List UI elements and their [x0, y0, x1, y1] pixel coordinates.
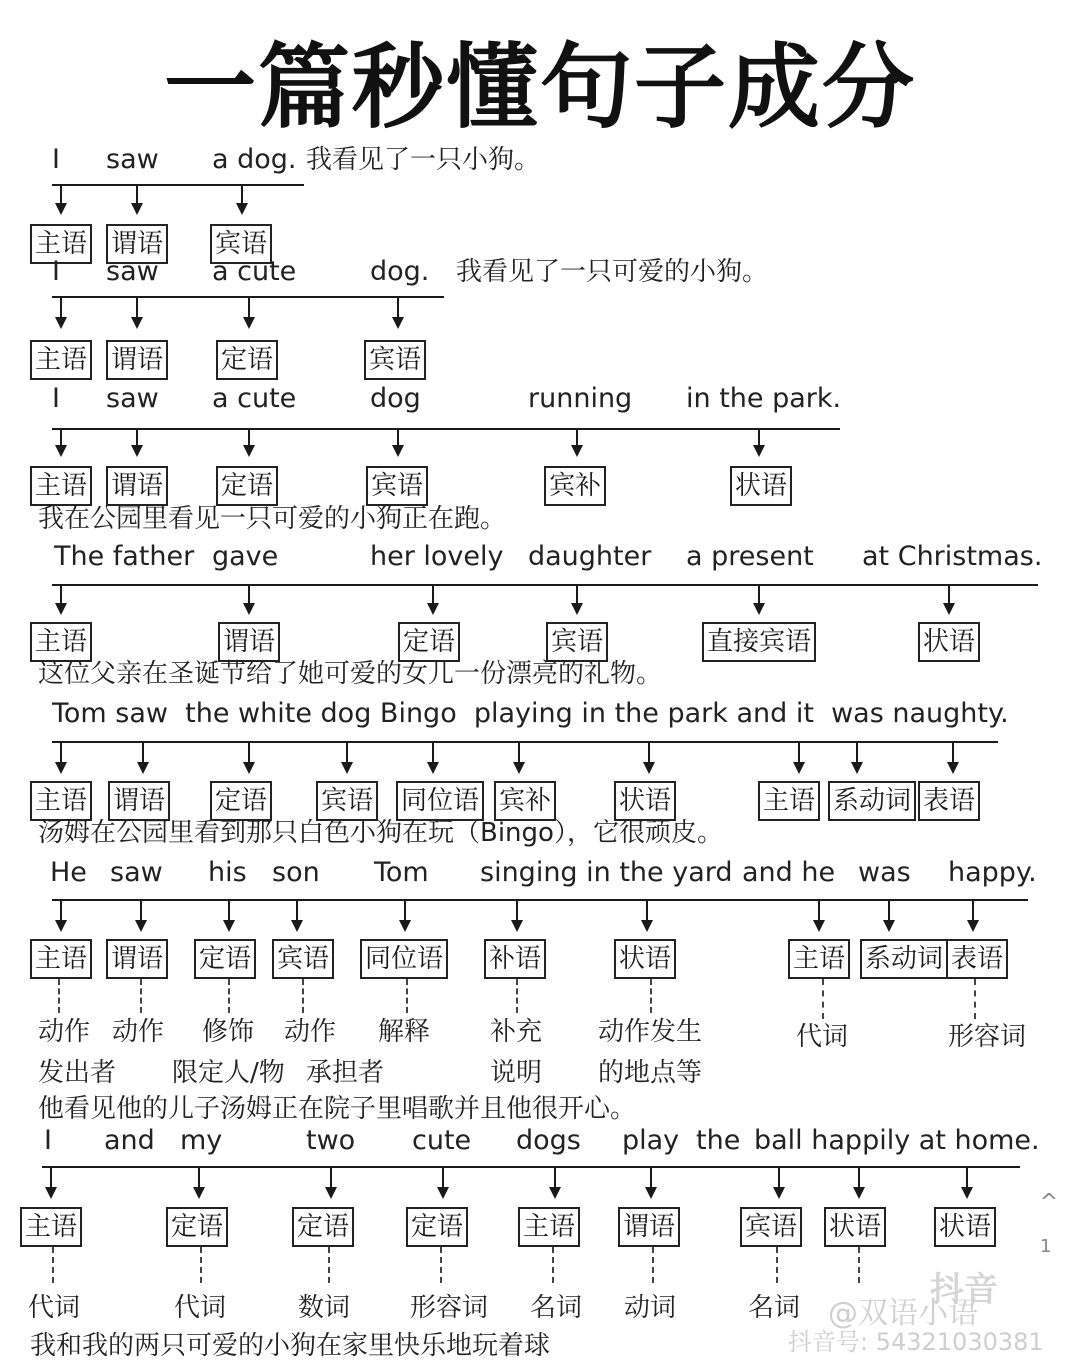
s7-note-3: 数词	[298, 1293, 351, 1323]
watermark-handle: @双语小语	[828, 1296, 978, 1331]
s6-word-son: son	[272, 857, 320, 888]
s7-word-the: the	[696, 1125, 741, 1156]
s7-note-4: 形容词	[410, 1293, 489, 1323]
s7-arrow	[650, 1167, 652, 1197]
s6-tag-linking-verb: 系动词	[860, 939, 948, 979]
s7-arrow	[778, 1167, 780, 1197]
s5-tag-subject: 主语	[30, 781, 92, 821]
s7-tag-adverbial-2: 状语	[934, 1207, 996, 1247]
s6-note-1a: 动作	[38, 1017, 91, 1047]
s5-tag-appositive: 同位语	[396, 781, 484, 821]
s5-tag-predicative: 表语	[918, 781, 980, 821]
s7-arrow	[966, 1167, 968, 1197]
s7-word-cute: cute	[412, 1125, 472, 1156]
s6-word-he: He	[50, 857, 87, 888]
s6-tag-attribute: 定语	[194, 939, 256, 979]
page-indicator: 1	[1040, 1236, 1052, 1257]
s7-note-5: 名词	[530, 1293, 583, 1323]
s4-word-her-lovely: her lovely	[370, 541, 504, 572]
s3-arrow	[758, 429, 760, 455]
s5-arrow	[60, 742, 62, 772]
s6-dash	[58, 979, 60, 1013]
s3-word-in-the-park: in the park.	[686, 383, 842, 414]
s7-word-two: two	[306, 1125, 356, 1156]
s2-tag-attribute: 定语	[216, 340, 278, 380]
s6-dash	[822, 979, 824, 1019]
s7-dash	[776, 1247, 778, 1283]
s2-tag-object: 宾语	[364, 340, 426, 380]
s6-dash	[302, 979, 304, 1013]
s6-arrow	[140, 900, 142, 930]
s7-tag-object: 宾语	[740, 1207, 802, 1247]
s2-word-a-cute: a cute	[212, 256, 297, 287]
s6-arrow	[228, 900, 230, 930]
s3-arrow	[60, 429, 62, 455]
s3-translation: 我在公园里看见一只可爱的小狗正在跑。	[38, 504, 507, 534]
s5-tag-subject-2: 主语	[758, 781, 820, 821]
s6-note-4b: 承担者	[306, 1058, 385, 1088]
watermark-id: 抖音号: 54321030381	[788, 1328, 1044, 1356]
s6-note-7a: 动作发生	[598, 1017, 703, 1047]
s6-tag-appositive: 同位语	[360, 939, 448, 979]
s5-arrow	[952, 742, 954, 772]
s6-dash	[974, 979, 976, 1019]
s5-tag-linking-verb: 系动词	[828, 781, 916, 821]
s7-word-ball-happily: ball happily at home.	[754, 1125, 1040, 1156]
s5-tag-predicate: 谓语	[108, 781, 170, 821]
s5-arrow	[648, 742, 650, 772]
s6-tag-subject: 主语	[30, 939, 92, 979]
s1-word-i: I	[52, 144, 60, 175]
s2-word-i: I	[52, 256, 60, 287]
s7-arrow	[858, 1167, 860, 1197]
s7-arrow	[330, 1167, 332, 1197]
s4-arrow	[576, 585, 578, 613]
s6-note-3a: 修饰	[202, 1017, 255, 1047]
s6-arrow	[60, 900, 62, 930]
s7-arrow	[554, 1167, 556, 1197]
s1-tag-subject: 主语	[30, 224, 92, 264]
s6-note-1b: 发出者	[38, 1058, 117, 1088]
s6-arrow	[646, 900, 648, 930]
s7-note-1: 代词	[28, 1293, 81, 1323]
s1-tag-predicate: 谓语	[106, 224, 168, 264]
s7-note-2: 代词	[174, 1293, 227, 1323]
s2-arrow	[248, 297, 250, 327]
s7-dash	[52, 1247, 54, 1283]
s4-baseline	[52, 584, 1038, 586]
s7-word-my: my	[180, 1125, 223, 1156]
s7-note-7: 名词	[748, 1293, 801, 1323]
s6-arrow	[404, 900, 406, 930]
s2-tag-predicate: 谓语	[106, 340, 168, 380]
s6-arrow	[296, 900, 298, 930]
s6-note-9: 形容词	[948, 1022, 1027, 1052]
s6-tag-predicate: 谓语	[106, 939, 168, 979]
s5-translation: 汤姆在公园里看到那只白色小狗在玩（Bingo），它很顽皮。	[38, 818, 723, 848]
scroll-up-icon[interactable]: ^	[1039, 1190, 1059, 1215]
s1-translation: 我看见了一只小狗。	[306, 145, 541, 175]
s4-translation: 这位父亲在圣诞节给了她可爱的女儿一份漂亮的礼物。	[38, 659, 663, 689]
s3-word-a-cute: a cute	[212, 383, 297, 414]
s6-tag-subject-2: 主语	[788, 939, 850, 979]
s6-tag-complement: 补语	[484, 939, 546, 979]
s6-word-his: his	[208, 857, 247, 888]
s6-baseline	[52, 899, 1028, 901]
s3-arrow	[576, 429, 578, 455]
s6-arrow	[888, 900, 890, 930]
s2-tag-subject: 主语	[30, 340, 92, 380]
s6-tag-predicative: 表语	[946, 939, 1008, 979]
s5-arrow	[518, 742, 520, 772]
s2-arrow	[136, 297, 138, 327]
s6-word-singing: singing in the yard	[480, 857, 733, 888]
s4-tag-attribute: 定语	[398, 622, 460, 662]
s6-dash	[516, 979, 518, 1013]
s6-dash	[650, 979, 652, 1013]
s7-dash	[652, 1247, 654, 1283]
s6-note-6b: 说明	[490, 1058, 543, 1088]
s3-word-running: running	[528, 383, 633, 414]
s1-baseline	[52, 184, 304, 186]
s6-note-3b: 限定人/物	[172, 1058, 285, 1088]
s7-tag-adverbial-1: 状语	[824, 1207, 886, 1247]
s1-tag-object: 宾语	[210, 224, 272, 264]
watermark-logo: 抖音	[930, 1270, 998, 1310]
s6-word-was: was	[858, 857, 911, 888]
s2-translation: 我看见了一只可爱的小狗。	[456, 257, 769, 287]
s7-translation: 我和我的两只可爱的小狗在家里快乐地玩着球	[30, 1331, 551, 1361]
s7-word-play: play	[622, 1125, 680, 1156]
s4-word-a-present: a present	[686, 541, 814, 572]
s6-arrow	[818, 900, 820, 930]
s3-baseline	[52, 428, 840, 430]
s7-tag-subject: 主语	[20, 1207, 82, 1247]
s7-arrow	[198, 1167, 200, 1197]
s6-word-tom: Tom	[374, 857, 429, 888]
s5-arrow	[856, 742, 858, 772]
s5-arrow	[432, 742, 434, 772]
s7-tag-subject-dogs: 主语	[518, 1207, 580, 1247]
s4-tag-predicate: 谓语	[218, 622, 280, 662]
s7-tag-attribute-two: 定语	[292, 1207, 354, 1247]
s7-tag-attribute-cute: 定语	[406, 1207, 468, 1247]
s6-note-5: 解释	[378, 1017, 431, 1047]
s7-word-and: and	[104, 1125, 155, 1156]
s4-word-at-christmas: at Christmas.	[862, 541, 1043, 572]
s6-word-and-he: and he	[742, 857, 836, 888]
page-title: 一篇秒懂句子成分	[163, 34, 916, 141]
s2-word-saw: saw	[106, 256, 159, 287]
s6-dash	[406, 979, 408, 1013]
s5-sentence: Tom saw the white dog Bingo playing in the park and it was naughty.	[52, 698, 1009, 729]
s4-tag-object: 宾语	[546, 622, 608, 662]
s7-dash	[440, 1247, 442, 1283]
s7-note-6: 动词	[624, 1293, 677, 1323]
s7-word-dogs: dogs	[516, 1125, 581, 1156]
s6-note-8: 代词	[796, 1022, 849, 1052]
s6-dash	[228, 979, 230, 1013]
s1-word-saw: saw	[106, 144, 159, 175]
s6-note-2: 动作	[112, 1017, 165, 1047]
s6-word-happy: happy.	[948, 857, 1037, 888]
s2-arrow	[397, 297, 399, 327]
s1-arrow	[60, 185, 62, 213]
s3-tag-subject: 主语	[30, 466, 92, 506]
s7-word-i: I	[44, 1125, 52, 1156]
s3-word-i: I	[52, 383, 60, 414]
s1-word-a-dog: a dog.	[212, 144, 297, 175]
s5-arrow	[346, 742, 348, 772]
s7-tag-attribute-my: 定语	[166, 1207, 228, 1247]
s7-baseline	[42, 1166, 1020, 1168]
s4-word-daughter: daughter	[528, 541, 652, 572]
s5-arrow	[798, 742, 800, 772]
s7-dash	[200, 1247, 202, 1283]
s3-tag-adverbial: 状语	[730, 466, 792, 506]
s6-tag-adverbial: 状语	[614, 939, 676, 979]
s3-arrow	[136, 429, 138, 455]
s5-tag-adverbial: 状语	[614, 781, 676, 821]
s6-tag-object: 宾语	[272, 939, 334, 979]
s6-note-6a: 补充	[490, 1017, 543, 1047]
s2-word-dog: dog.	[370, 256, 430, 287]
s6-note-7b: 的地点等	[598, 1058, 703, 1088]
s3-tag-predicate: 谓语	[106, 466, 168, 506]
s6-translation: 他看见他的儿子汤姆正在院子里唱歌并且他很开心。	[38, 1094, 637, 1124]
s4-tag-adverbial: 状语	[918, 622, 980, 662]
s6-note-4a: 动作	[284, 1017, 337, 1047]
s6-arrow	[972, 900, 974, 930]
s5-arrow	[142, 742, 144, 772]
s1-arrow	[241, 185, 243, 213]
s7-dash	[552, 1247, 554, 1283]
s2-arrow	[60, 297, 62, 327]
s3-word-saw: saw	[106, 383, 159, 414]
s3-word-dog: dog	[370, 383, 421, 414]
s3-arrow	[248, 429, 250, 455]
s3-tag-object: 宾语	[366, 466, 428, 506]
s7-tag-predicate: 谓语	[618, 1207, 680, 1247]
s6-word-saw: saw	[110, 857, 163, 888]
s7-dash	[328, 1247, 330, 1283]
s5-tag-object: 宾语	[316, 781, 378, 821]
s4-word-the-father: The father	[54, 541, 195, 572]
s4-arrow	[60, 585, 62, 613]
s7-dash	[858, 1247, 860, 1283]
s4-arrow	[758, 585, 760, 613]
s7-arrow	[442, 1167, 444, 1197]
s4-arrow	[248, 585, 250, 613]
s3-arrow	[397, 429, 399, 455]
s3-tag-object-complement: 宾补	[544, 466, 606, 506]
s5-arrow	[248, 742, 250, 772]
s1-arrow	[136, 185, 138, 213]
s4-arrow	[948, 585, 950, 613]
s5-tag-attribute: 定语	[210, 781, 272, 821]
s4-tag-direct-object: 直接宾语	[702, 622, 816, 662]
s4-word-gave: gave	[212, 541, 279, 572]
s4-arrow	[432, 585, 434, 613]
s7-arrow	[50, 1167, 52, 1197]
s4-tag-subject: 主语	[30, 622, 92, 662]
s5-tag-object-complement: 宾补	[494, 781, 556, 821]
s6-dash	[140, 979, 142, 1013]
s3-tag-attribute: 定语	[216, 466, 278, 506]
s6-arrow	[516, 900, 518, 930]
